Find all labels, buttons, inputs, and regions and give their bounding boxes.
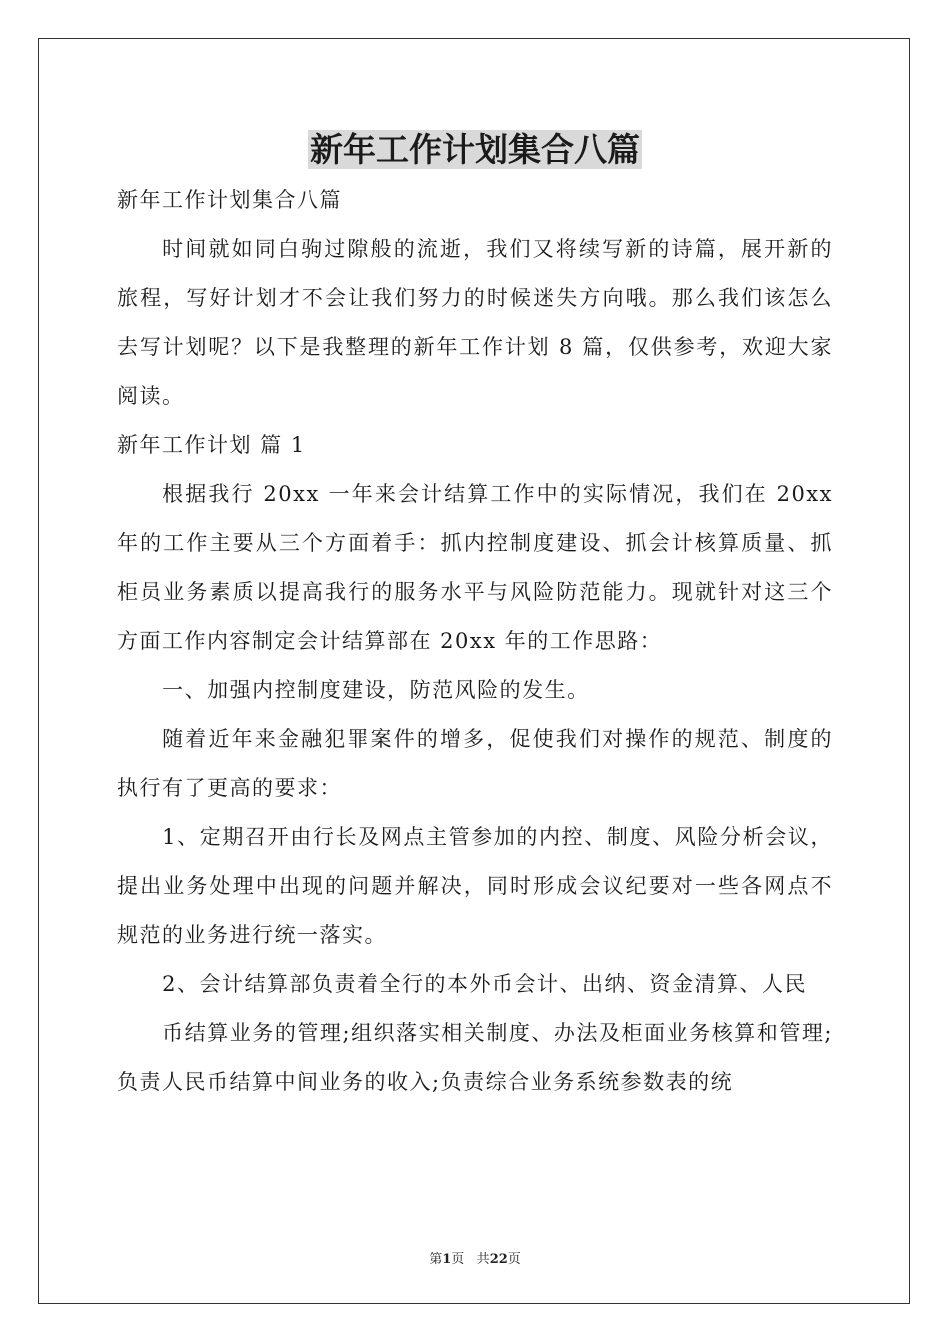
paragraph: 币结算业务的管理;组织落实相关制度、办法及柜面业务核算和管理;负责人民币结算中间业务的收入;负责综合业务系统参数表的统 xyxy=(117,1021,833,1094)
document-title-text: 新年工作计划集合八篇 xyxy=(310,130,640,169)
paragraph: 新年工作计划 篇 1 xyxy=(117,433,306,457)
paragraph: 随着近年来金融犯罪案件的增多，促使我们对操作的规范、制度的执行有了更高的要求： xyxy=(117,727,833,800)
page-label-prefix: 第 xyxy=(429,1252,443,1267)
paragraph: 2、会计结算部负责着全行的本外币会计、出纳、资金清算、人民 xyxy=(162,972,807,996)
page-label-suffix: 页 xyxy=(451,1252,465,1267)
paragraph: 根据我行 20xx 一年来会计结算工作中的实际情况，我们在 20xx 年的工作主要从三个方面着手：抓内控制度建设、抓会计核算质量、抓柜员业务素质以提高我行的服务水平与风险防范能力。现就针对这三个方面工作内容制定会计结算部在 20xx 年的工作思路： xyxy=(117,482,833,653)
paragraph: 一、加强内控制度建设，防范风险的发生。 xyxy=(162,678,590,702)
total-label-suffix: 页 xyxy=(507,1252,521,1267)
paragraph: 时间就如同白驹过隙般的流逝，我们又将续写新的诗篇，展开新的旅程，写好计划才不会让我们努力的时候迷失方向哦。那么我们该怎么去写计划呢？以下是我整理的新年工作计划 8 篇，仅供参考，欢迎大家阅读。 xyxy=(117,237,833,408)
document-title xyxy=(0,128,950,172)
document-body xyxy=(117,176,833,1107)
paragraph: 新年工作计划集合八篇 xyxy=(117,188,342,212)
paragraph: 1、定期召开由行长及网点主管参加的内控、制度、风险分析会议，提出业务处理中出现的问题并解决，同时形成会议纪要对一些各网点不规范的业务进行统一落实。 xyxy=(117,825,833,947)
total-label-prefix: 共 xyxy=(476,1252,490,1267)
page-footer xyxy=(0,1248,950,1267)
total-pages: 22 xyxy=(489,1252,508,1267)
page-number: 1 xyxy=(442,1252,452,1267)
